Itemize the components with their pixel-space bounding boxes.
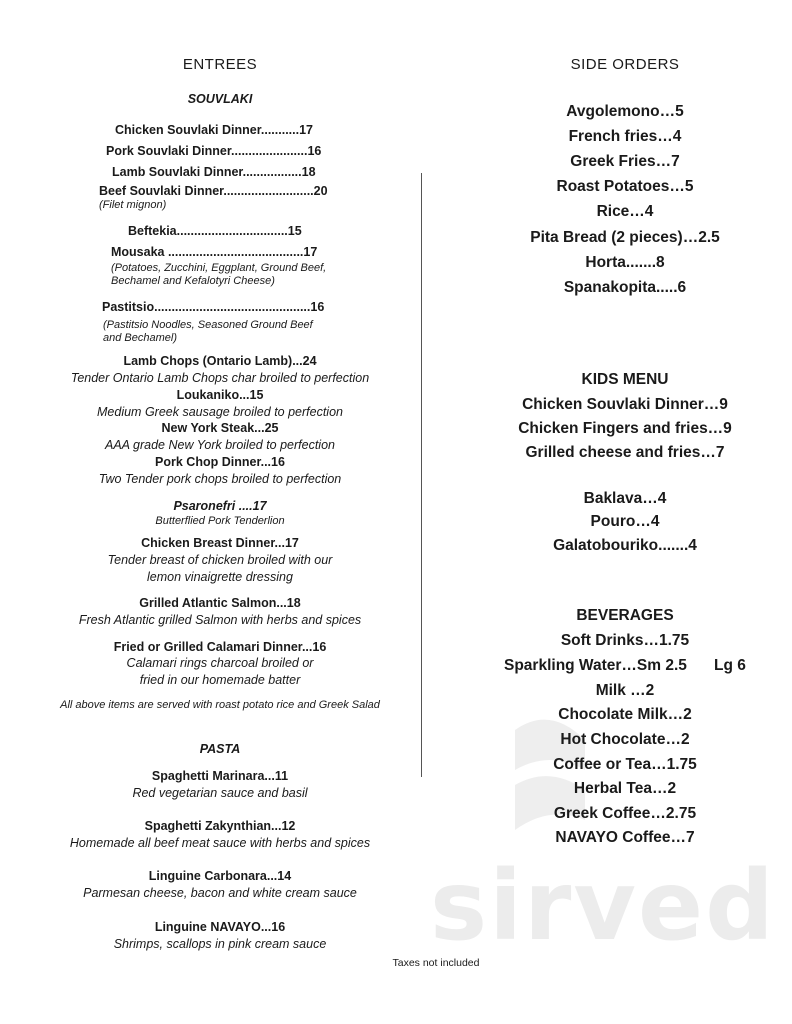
menu-item-psaronefri: Psaronefri ....17: [173, 499, 267, 513]
carbonara-desc: Parmesan cheese, bacon and white cream sauce: [83, 886, 357, 900]
side-item: Spanakopita.....6: [563, 279, 687, 296]
beverage-item: Coffee or Tea…1.75: [553, 756, 697, 773]
menu-item-marinara: Spaghetti Marinara...11: [151, 769, 289, 783]
side-orders-title: SIDE ORDERS: [570, 56, 680, 73]
lamb-chops-desc: Tender Ontario Lamb Chops char broiled to perfection: [70, 371, 370, 385]
chicken-breast-desc-2: lemon vinaigrette dressing: [147, 570, 293, 584]
side-item: Rice…4: [596, 203, 654, 220]
menu-item-beef-souvlaki: Beef Souvlaki Dinner..........................20: [99, 184, 328, 198]
menu-item-beftekia: Beftekia................................15: [128, 224, 302, 238]
menu-item-loukaniko: Loukaniko...15: [176, 388, 264, 402]
beverage-item: NAVAYO Coffee…7: [555, 829, 695, 846]
sirved-watermark: sirved: [430, 850, 776, 962]
beverage-item: Soft Drinks…1.75: [560, 632, 690, 649]
kids-menu-title: KIDS MENU: [581, 371, 669, 388]
calamari-desc-2: fried in our homemade batter: [139, 673, 301, 687]
salmon-desc: Fresh Atlantic grilled Salmon with herbs and spices: [78, 613, 362, 627]
menu-item-navayo-linguine: Linguine NAVAYO...16: [154, 920, 286, 934]
beverage-item: Hot Chocolate…2: [560, 731, 690, 748]
kids-item: Grilled cheese and fries…7: [525, 444, 725, 461]
menu-item-chicken-souvlaki: Chicken Souvlaki Dinner...........17: [115, 123, 313, 137]
kids-item: Chicken Souvlaki Dinner…9: [522, 396, 728, 413]
side-item: French fries…4: [568, 128, 682, 145]
beverage-item: Chocolate Milk…2: [558, 706, 692, 723]
mousaka-note-2: Bechamel and Kefalotyri Cheese): [111, 275, 275, 287]
menu-item-pork-souvlaki: Pork Souvlaki Dinner......................16: [106, 144, 322, 158]
served-with-note: All above items are served with roast potato rice and Greek Salad: [60, 699, 380, 711]
side-item: Greek Fries…7: [570, 153, 680, 170]
pastitsio-note-1: (Pastitsio Noodles, Seasoned Ground Beef: [103, 319, 313, 331]
menu-item-lamb-souvlaki: Lamb Souvlaki Dinner.................18: [112, 165, 316, 179]
filet-note: (Filet mignon): [99, 199, 167, 211]
beverage-item: Greek Coffee…2.75: [553, 805, 697, 822]
navayo-linguine-desc: Shrimps, scallops in pink cream sauce: [113, 937, 327, 951]
loukaniko-desc: Medium Greek sausage broiled to perfection: [97, 405, 343, 419]
menu-item-ny-steak: New York Steak...25: [161, 421, 279, 435]
entrees-title: ENTREES: [182, 56, 258, 73]
taxes-footer: Taxes not included: [392, 957, 480, 969]
menu-item-pastitsio: Pastitsio.............................................16: [102, 300, 325, 314]
psaronefri-desc: Butterflied Pork Tenderlion: [155, 515, 285, 527]
calamari-desc-1: Calamari rings charcoal broiled or: [126, 656, 314, 670]
dessert-item: Baklava…4: [583, 490, 667, 507]
pasta-heading: PASTA: [199, 742, 241, 756]
beverage-item-sparkling-large: Lg 6: [714, 657, 746, 674]
side-item: Avgolemono…5: [566, 103, 684, 120]
ny-steak-desc: AAA grade New York broiled to perfection: [105, 438, 335, 452]
pastitsio-note-2: and Bechamel): [103, 332, 177, 344]
beverage-item: Herbal Tea…2: [573, 780, 677, 797]
pork-chop-desc: Two Tender pork chops broiled to perfection: [98, 472, 342, 486]
zakynthian-desc: Homemade all beef meat sauce with herbs and spices: [69, 836, 371, 850]
menu-item-lamb-chops: Lamb Chops (Ontario Lamb)...24: [123, 354, 317, 368]
dessert-item: Galatobouriko.......4: [553, 537, 697, 554]
menu-item-calamari: Fried or Grilled Calamari Dinner...16: [113, 640, 327, 654]
souvlaki-heading: SOUVLAKI: [187, 92, 253, 106]
beverage-item-sparkling: Sparkling Water…Sm 2.5: [504, 657, 687, 674]
menu-item-mousaka: Mousaka .......................................17: [111, 245, 318, 259]
beverage-item: Milk …2: [595, 682, 655, 699]
side-item: Pita Bread (2 pieces)…2.5: [530, 229, 720, 246]
beverages-title: BEVERAGES: [576, 607, 674, 624]
mousaka-note-1: (Potatoes, Zucchini, Eggplant, Ground Beef,: [111, 262, 327, 274]
chicken-breast-desc-1: Tender breast of chicken broiled with our: [107, 553, 333, 567]
side-item: Roast Potatoes…5: [556, 178, 694, 195]
menu-item-carbonara: Linguine Carbonara...14: [148, 869, 292, 883]
menu-item-pork-chop: Pork Chop Dinner...16: [155, 455, 285, 469]
marinara-desc: Red vegetarian sauce and basil: [132, 786, 308, 800]
menu-item-salmon: Grilled Atlantic Salmon...18: [139, 596, 301, 610]
dessert-item: Pouro…4: [590, 513, 660, 530]
menu-item-chicken-breast: Chicken Breast Dinner...17: [141, 536, 299, 550]
menu-item-zakynthian: Spaghetti Zakynthian...12: [144, 819, 296, 833]
side-item: Horta.......8: [585, 254, 665, 271]
column-divider: [421, 173, 422, 777]
kids-item: Chicken Fingers and fries…9: [518, 420, 732, 437]
